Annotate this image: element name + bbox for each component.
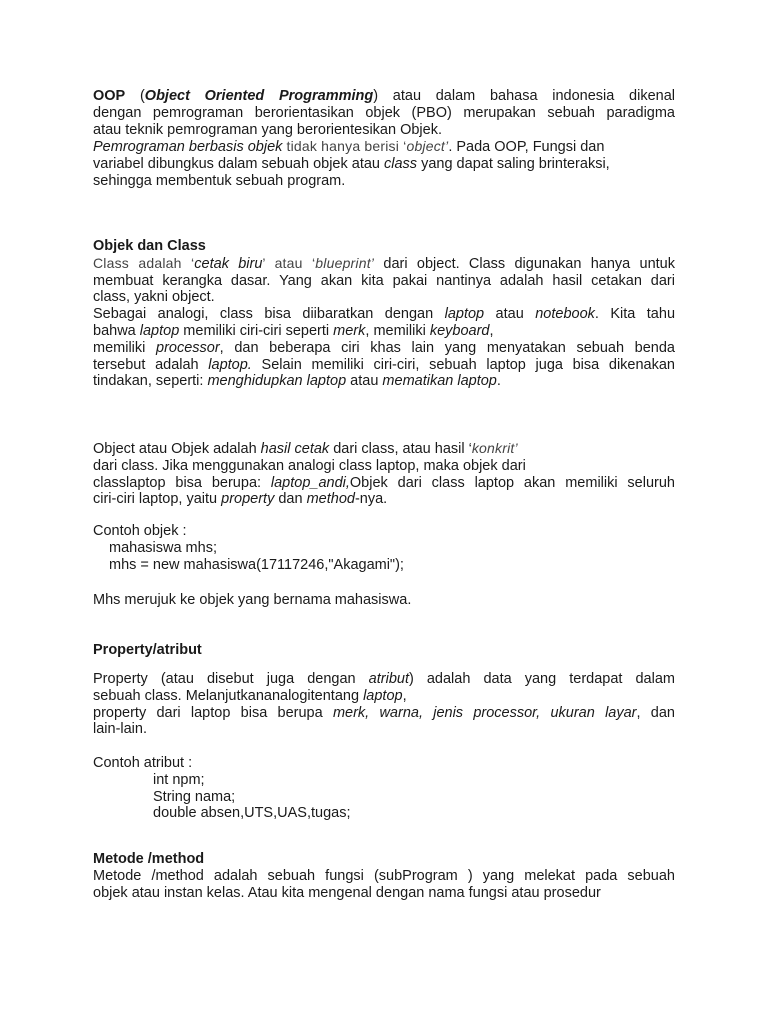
property-line-1: Property (atau disebut juga dengan atribut) adalah data yang terdapat dalam <box>93 671 675 687</box>
note-text: Mhs merujuk ke objek yang bernama mahasiswa. <box>93 592 412 608</box>
intro-line-4: Pemrograman berbasis objek tidak hanya berisi ‘object’. Pada OOP, Fungsi dan <box>93 138 605 156</box>
object-definition-paragraph <box>93 440 675 508</box>
intro-line-6: sehingga membentuk sebuah program. <box>93 172 346 189</box>
code-line: mhs = new mahasiswa(17117246,"Akagami"); <box>109 556 404 573</box>
contoh-objek-section <box>93 523 675 573</box>
contoh-atribut-title: Contoh atribut : <box>93 755 193 771</box>
code-line: mahasiswa mhs; <box>109 539 217 556</box>
objek-class-line-8: tindakan, seperti: menghidupkan laptop atau mematikan laptop. <box>93 373 501 390</box>
metode-line-2: objek atau instan kelas. Atau kita mengenal dengan nama fungsi atau prosedur <box>93 884 601 901</box>
intro-line-1: OOP (Object Oriented Programming) atau dalam bahasa indonesia dikenal <box>93 88 675 104</box>
objek-class-line-2: membuat kerangka dasar. Yang akan kita pakai nantinya adalah hasil cetakan dari <box>93 272 675 289</box>
code-line: int npm; <box>153 771 205 788</box>
contoh-objek-title: Contoh objek : <box>93 523 187 539</box>
objek-class-line-4: Sebagai analogi, class bisa diibaratkan dengan laptop atau notebook. Kita tahu <box>93 306 676 323</box>
section-heading-property: Property/atribut <box>93 642 202 658</box>
object-def-line-3: classlaptop bisa berupa: laptop_andi,Objek dari class laptop akan memiliki seluruh <box>93 474 675 491</box>
objek-class-section <box>93 238 675 390</box>
property-line-2: sebuah class. Melanjutkananalogitentang laptop, <box>93 687 407 704</box>
code-line: String nama; <box>153 788 236 805</box>
metode-line-1: Metode /method adalah sebuah fungsi (subProgram ) yang melekat pada sebuah <box>93 867 675 884</box>
metode-section <box>93 851 675 901</box>
property-line-4: lain-lain. <box>93 721 147 738</box>
code-line: double absen,UTS,UAS,tugas; <box>153 805 351 822</box>
objek-class-line-5: bahwa laptop memiliki ciri-ciri seperti merk, memiliki keyboard, <box>93 322 494 339</box>
property-line-3: property dari laptop bisa berupa merk, warna, jenis processor, ukuran layar, dan <box>93 704 675 721</box>
intro-paragraph <box>93 88 675 190</box>
contoh-atribut-section <box>93 755 675 822</box>
objek-class-line-1: Class adalah ‘cetak biru’ atau ‘blueprint’ dari object. Class digunakan hanya untuk <box>93 254 675 272</box>
property-paragraph <box>93 671 675 738</box>
objek-class-line-6: memiliki processor, dan beberapa ciri khas lain yang menyatakan sebuah benda <box>93 339 675 356</box>
section-heading-metode: Metode /method <box>93 851 205 867</box>
intro-line-5: variabel dibungkus dalam sebuah objek atau class yang dapat saling brinteraksi, <box>93 156 610 173</box>
objek-class-line-3: class, yakni object. <box>93 289 215 306</box>
oop-term: OOP <box>93 88 126 104</box>
object-def-line-1: Object atau Objek adalah hasil cetak dari class, atau hasil ‘konkrit’ <box>93 440 518 457</box>
intro-line-3: atau teknik pemrograman yang berorientesikan Objek. <box>93 121 442 138</box>
objek-class-line-7: tersebut adalah laptop. Selain memiliki ciri-ciri, sebuah laptop juga bisa dikenakan <box>93 356 675 373</box>
contoh-objek-note <box>93 592 675 609</box>
section-heading-objek-class: Objek dan Class <box>93 238 206 254</box>
object-def-line-4: ciri-ciri laptop, yaitu property dan method-nya. <box>93 491 388 508</box>
oop-expansion: Object Oriented Programming <box>144 88 374 104</box>
object-def-line-2: dari class. Jika menggunakan analogi class laptop, maka objek dari <box>93 457 526 474</box>
intro-line-2: dengan pemrograman berorientasikan objek (PBO) merupakan sebuah paradigma <box>93 104 675 121</box>
